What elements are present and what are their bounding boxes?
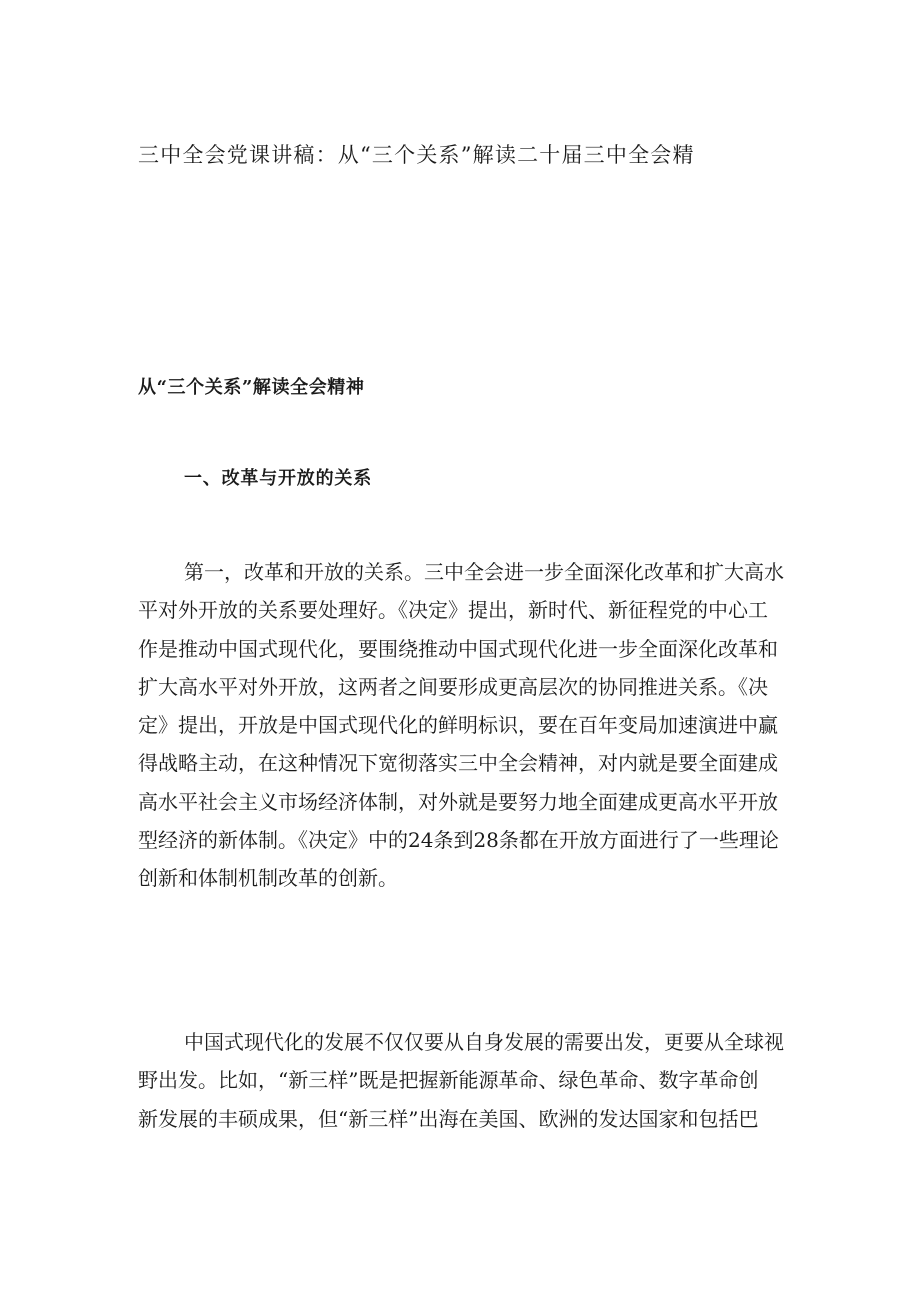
paragraph xyxy=(138,1023,784,1138)
paragraph-line: 型经济的新体制。《决定》中的24条到28条都在开放方面进行了一些理论 xyxy=(138,828,779,853)
paragraph-line: 扩大高水平对外开放，这两者之间要形成更高层次的协同推进关系。《决 xyxy=(138,674,768,699)
paragraph-line: 新发展的丰硕成果，但“新三样”出海在美国、欧洲的发达国家和包括巴 xyxy=(138,1106,759,1131)
document-title: 三中全会党课讲稿：从“三个关系”解读二十届三中全会精 xyxy=(138,143,695,167)
paragraph-line: 第一，改革和开放的关系。三中全会进一步全面深化改革和扩大高水 xyxy=(184,560,784,584)
paragraph-line: 定》提出，开放是中国式现代化的鲜明标识，要在百年变局加速演进中赢 xyxy=(138,713,778,738)
document-subtitle: 从“三个关系”解读全会精神 xyxy=(138,377,365,398)
paragraph xyxy=(138,553,784,898)
paragraph-line: 创新和体制机制改革的创新。 xyxy=(138,866,398,891)
paragraph-line: 高水平社会主义市场经济体制，对外就是要努力地全面建成更高水平开放 xyxy=(138,789,778,814)
section-heading: 一、改革与开放的关系 xyxy=(184,468,372,489)
paragraph-line: 平对外开放的关系要处理好。《决定》提出，新时代、新征程党的中心工 xyxy=(138,598,768,623)
paragraph-line: 中国式现代化的发展不仅仅要从自身发展的需要出发，更要从全球视 xyxy=(184,1030,784,1054)
paragraph-line: 作是推动中国式现代化，要围绕推动中国式现代化进一步全面深化改革和 xyxy=(138,636,778,661)
paragraph-line: 野出发。比如，“新三样”既是把握新能源革命、绿色革命、数字革命创 xyxy=(138,1068,759,1093)
paragraph-line: 得战略主动，在这种情况下宽彻落实三中全会精神，对内就是要全面建成 xyxy=(138,751,778,776)
